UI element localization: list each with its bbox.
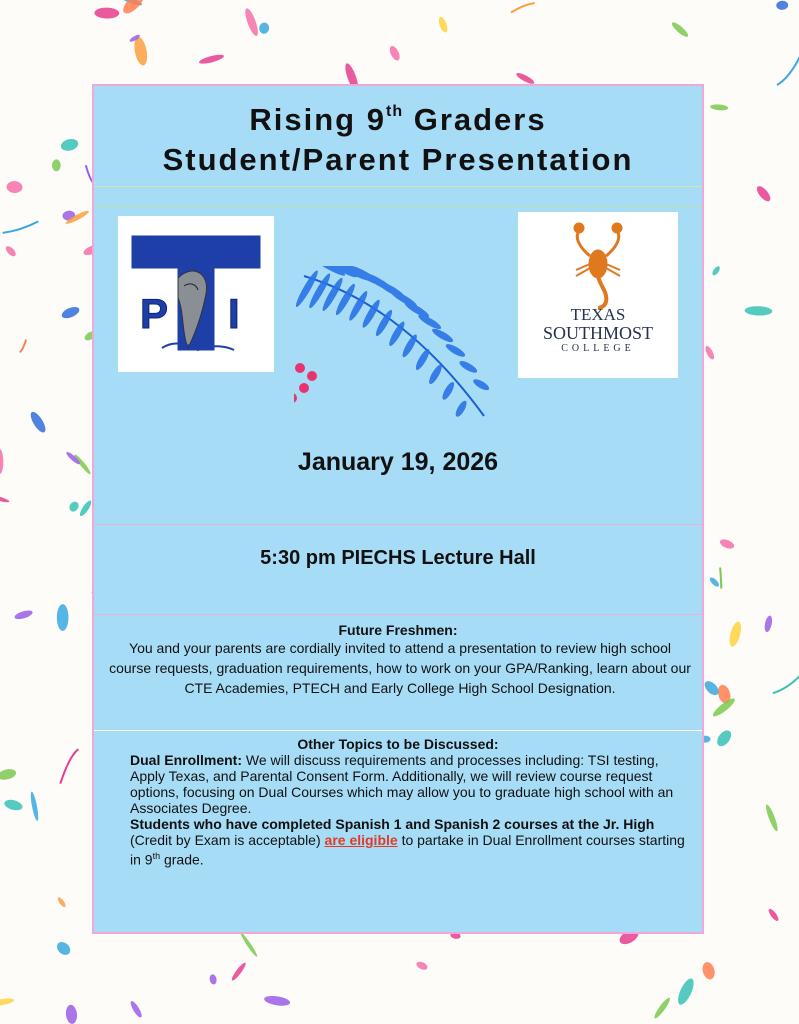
decorative-leaf [68, 500, 81, 514]
decorative-leaf [0, 449, 4, 474]
decorative-leaf [388, 45, 402, 62]
decorative-leaf [198, 53, 224, 66]
topics-body [130, 752, 690, 868]
decorative-leaf [437, 16, 449, 34]
decorative-stem [773, 668, 799, 693]
decorative-stem [3, 221, 39, 232]
decorative-leaf [754, 184, 772, 203]
decorative-leaf [120, 0, 147, 17]
decorative-stem [720, 567, 721, 588]
decorative-leaf [0, 767, 17, 781]
decorative-leaf [52, 159, 61, 171]
divider [94, 186, 702, 187]
decorative-leaf [60, 305, 81, 321]
pi-logo-letter-p: P [140, 290, 169, 337]
topics-heading: Other Topics to be Discussed: [297, 736, 499, 752]
pi-logo-graphic [118, 216, 274, 372]
leaf-frond [427, 363, 444, 386]
decorative-stem [511, 3, 535, 13]
leaf-frond [400, 333, 419, 359]
pi-logo-letter-i: I [228, 290, 240, 337]
decorative-leaf [727, 620, 743, 647]
decorative-leaf [29, 791, 40, 821]
students-paragraph: Students who have completed Spanish 1 and Spanish 2 courses at the Jr. High (Credit by Exam is acceptable) are eligible to partake in Dual Enrollment courses starting in 9th grade. [130, 816, 685, 868]
decorative-leaf [652, 996, 671, 1020]
pi-logo [118, 216, 274, 372]
leaf-frond [458, 359, 479, 375]
decorative-leaf [764, 803, 780, 832]
decorative-leaf [73, 453, 92, 475]
title-line-1: Rising 9th Graders [249, 102, 547, 137]
leaf-frond [430, 326, 454, 344]
event-date: January 19, 2026 [297, 448, 499, 476]
event-time-location: 5:30 pm PIECHS Lecture Hall [260, 547, 536, 569]
divider [94, 206, 702, 207]
leaf-frond [373, 308, 394, 337]
dual-enrollment-paragraph: Dual Enrollment: We will discuss requirements and processes including: TSI testing, Apply Texas, and Parental Consent Form. Additionally, we will review course request options, focusing on Dual Courses which may allow you to graduate high school with an Associates Degree. [130, 752, 674, 816]
decorative-stem [20, 340, 26, 353]
dual-enrollment-label: Dual Enrollment: [130, 752, 243, 768]
decorative-leaf [704, 345, 716, 361]
decorative-leaf [28, 410, 48, 435]
decorative-leaf [230, 961, 247, 982]
decorative-leaf [675, 976, 697, 1006]
tsc-logo-line3: COLLEGE [561, 343, 635, 354]
decorative-leaf [94, 7, 119, 18]
decorative-leaf [3, 798, 23, 812]
decorative-leaf [670, 20, 690, 38]
leaf-frond [454, 399, 469, 418]
divider [94, 730, 702, 731]
leaf-frond [414, 347, 432, 371]
decorative-leaf [239, 932, 259, 958]
divider [94, 614, 702, 615]
decorative-leaf [78, 499, 93, 517]
decorative-leaf [701, 961, 717, 981]
tsc-logo-line1: TEXAS [570, 305, 626, 324]
are-eligible-link[interactable]: are eligible [324, 832, 398, 848]
decorative-stem [60, 749, 78, 783]
leaf-frond [440, 380, 456, 401]
decorative-leaf [54, 939, 72, 957]
decorative-stem [777, 50, 799, 85]
decorative-leaf [65, 1004, 78, 1024]
decorative-leaf [767, 907, 780, 922]
freshmen-body: You and your parents are cordially invited to attend a presentation to review high school course requests, graduation requirements, how to work on your GPA/Ranking, learn about our CTE Academies, PTECH and Early College High School Designation. [109, 640, 691, 696]
freshmen-heading: Future Freshmen: [338, 622, 458, 638]
decorative-leaf [0, 494, 10, 503]
title-line-2: Student/Parent Presentation [162, 142, 634, 177]
divider [94, 524, 702, 525]
tsc-logo-line2: SOUTHMOST [542, 323, 653, 343]
decorative-leaf [129, 1000, 144, 1019]
decorative-leaf [744, 306, 772, 316]
decorative-leaf [56, 896, 67, 908]
decorative-leaf [57, 604, 69, 631]
decorative-leaf [763, 615, 773, 633]
decorative-leaf [710, 104, 729, 111]
decorative-leaf [243, 7, 261, 37]
decorative-leaf [209, 974, 218, 985]
decorative-leaf [714, 728, 734, 749]
leaf-frond [444, 342, 467, 359]
decorative-leaf [60, 137, 80, 152]
decorative-leaf [415, 960, 429, 971]
students-bold: Students who have completed Spanish 1 and Spanish 2 courses at the Jr. High [130, 816, 655, 832]
flyer-panel [92, 84, 704, 934]
leaf-decoration [294, 266, 504, 436]
leaf-frond [472, 377, 491, 392]
decorative-leaf [711, 265, 721, 277]
decorative-leaf [719, 538, 736, 551]
decorative-leaf [776, 0, 788, 10]
decorative-leaf [14, 609, 34, 621]
decorative-leaf [4, 244, 17, 258]
tsc-logo [518, 212, 678, 378]
decorative-leaf [6, 181, 23, 194]
decorative-leaf [0, 997, 15, 1007]
leaf-frond [294, 269, 320, 309]
leaf-frond [417, 312, 443, 331]
decorative-leaf [258, 22, 270, 35]
decorative-leaf [263, 994, 290, 1007]
decorative-leaf [708, 576, 720, 588]
